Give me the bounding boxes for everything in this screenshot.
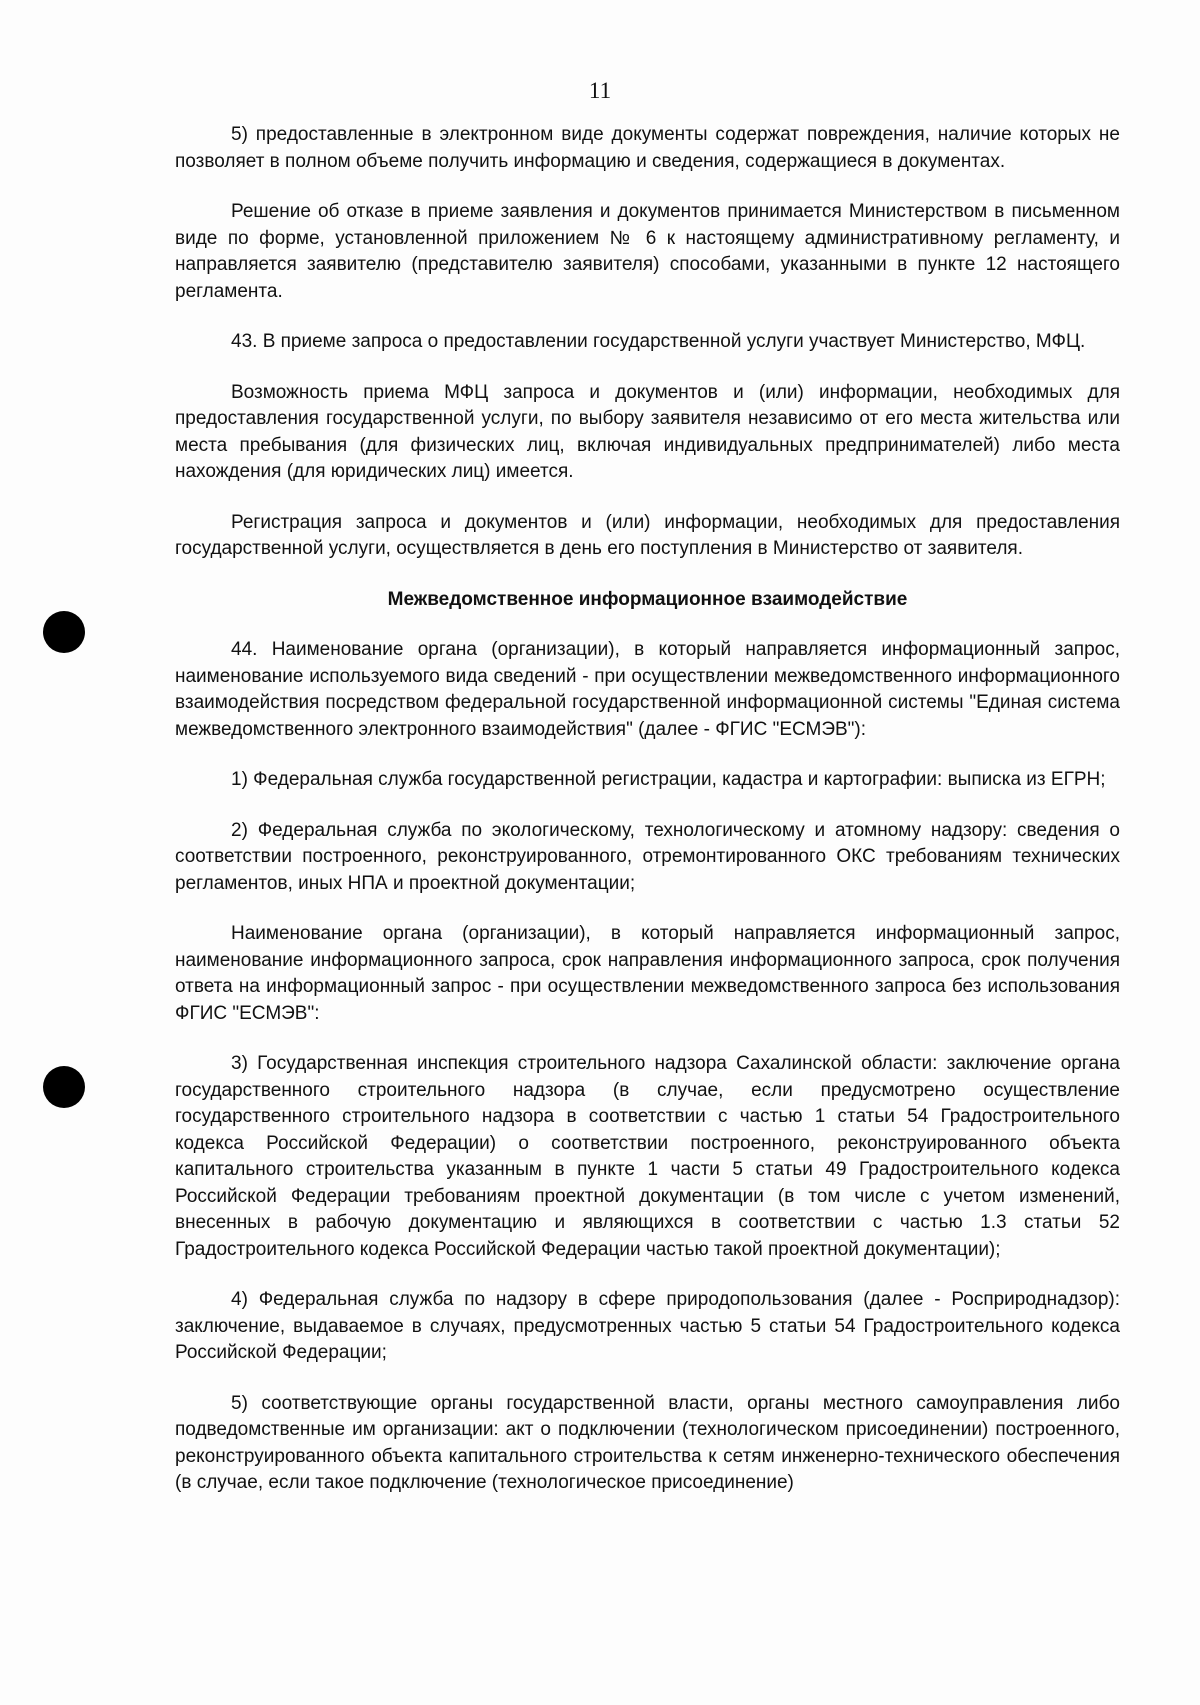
punch-hole xyxy=(43,611,85,653)
document-body xyxy=(175,122,1120,1497)
paragraph: 4) Федеральная служба по надзору в сфере природопользования (далее - Росприроднадзор): заключение, выдаваемое в случаях, предусмотренных частью 5 статьи 54 Градостроительного кодекса Российской Федерации; xyxy=(175,1289,1120,1363)
paragraph: Решение об отказе в приеме заявления и документов принимается Министерством в письменном виде по форме, установленной приложением № 6 к настоящему административному регламенту, и направляется заявителю (представителю заявителя) способами, указанными в пункте 12 настоящего регламента. xyxy=(175,201,1120,302)
paragraph: Возможность приема МФЦ запроса и документов и (или) информации, необходимых для предоставления государственной услуги, по выбору заявителя независимо от его места жительства или места пребывания (для физических лиц, включая индивидуальных предпринимателей) либо места нахождения (для юридических лиц) имеется. xyxy=(175,381,1120,482)
punch-hole xyxy=(43,1066,85,1108)
paragraph: 2) Федеральная служба по экологическому, технологическому и атомному надзору: сведения о соответствии построенного, реконструированного, отремонтированного ОКС требованиям технических регламентов, иных НПА и проектной документации; xyxy=(175,819,1120,894)
paragraph: 5) предоставленные в электронном виде документы содержат повреждения, наличие которых не позволяет в полном объеме получить информацию и сведения, содержащиеся в документах. xyxy=(175,124,1120,172)
paragraph: Регистрация запроса и документов и (или) информации, необходимых для предоставления государственной услуги, осуществляется в день его поступления в Министерство от заявителя. xyxy=(175,511,1120,559)
paragraph: 3) Государственная инспекция строительного надзора Сахалинской области: заключение органа государственного строительного надзора (в случае, если предусмотрено осуществление государственного строительного надзора в соответствии с частью 1 статьи 54 Градостроительного кодекса Российской Федерации) о соответствии построенного, реконструированного объекта капитального строительства указанным в пункте 1 части 5 статьи 49 Градостроительного кодекса Российской Федерации требованиям проектной документации (в том числе с учетом изменений, внесенных в рабочую документацию и являющихся в соответствии с частью 1.3 статьи 52 Градостроительного кодекса Российской Федерации частью такой проектной документации); xyxy=(175,1053,1120,1260)
paragraph: 5) соответствующие органы государственной власти, органы местного самоуправления либо подведомственные им организации: акт о подключении (технологическом присоединении) построенного, реконструированного объекта капитального строительства к сетям инженерно-технического обеспечения (в случае, если такое подключение (технологическое присоединение) xyxy=(175,1392,1120,1493)
paragraph: Наименование органа (организации), в который направляется информационный запрос, наименование информационного запроса, срок направления информационного запроса, срок получения ответа на информационный запрос - при осуществлении межведомственного запроса без использования ФГИС "ЕСМЭВ": xyxy=(175,923,1120,1024)
paragraph: 44. Наименование органа (организации), в который направляется информационный запрос, наименование используемого вида сведений - при осуществлении межведомственного информационного взаимодействия посредством федеральной государственной информационной системы "Единая система межведомственного электронного взаимодействия" (далее - ФГИС "ЕСМЭВ"): xyxy=(175,639,1120,740)
section-heading: Межведомственное информационное взаимодействие xyxy=(387,588,908,610)
page-number: 11 xyxy=(588,78,612,103)
paragraph: 43. В приеме запроса о предоставлении государственной услуги участвует Министерство, МФЦ. xyxy=(231,331,1086,352)
paragraph: 1) Федеральная служба государственной регистрации, кадастра и картографии: выписка из ЕГРН; xyxy=(231,769,1106,790)
